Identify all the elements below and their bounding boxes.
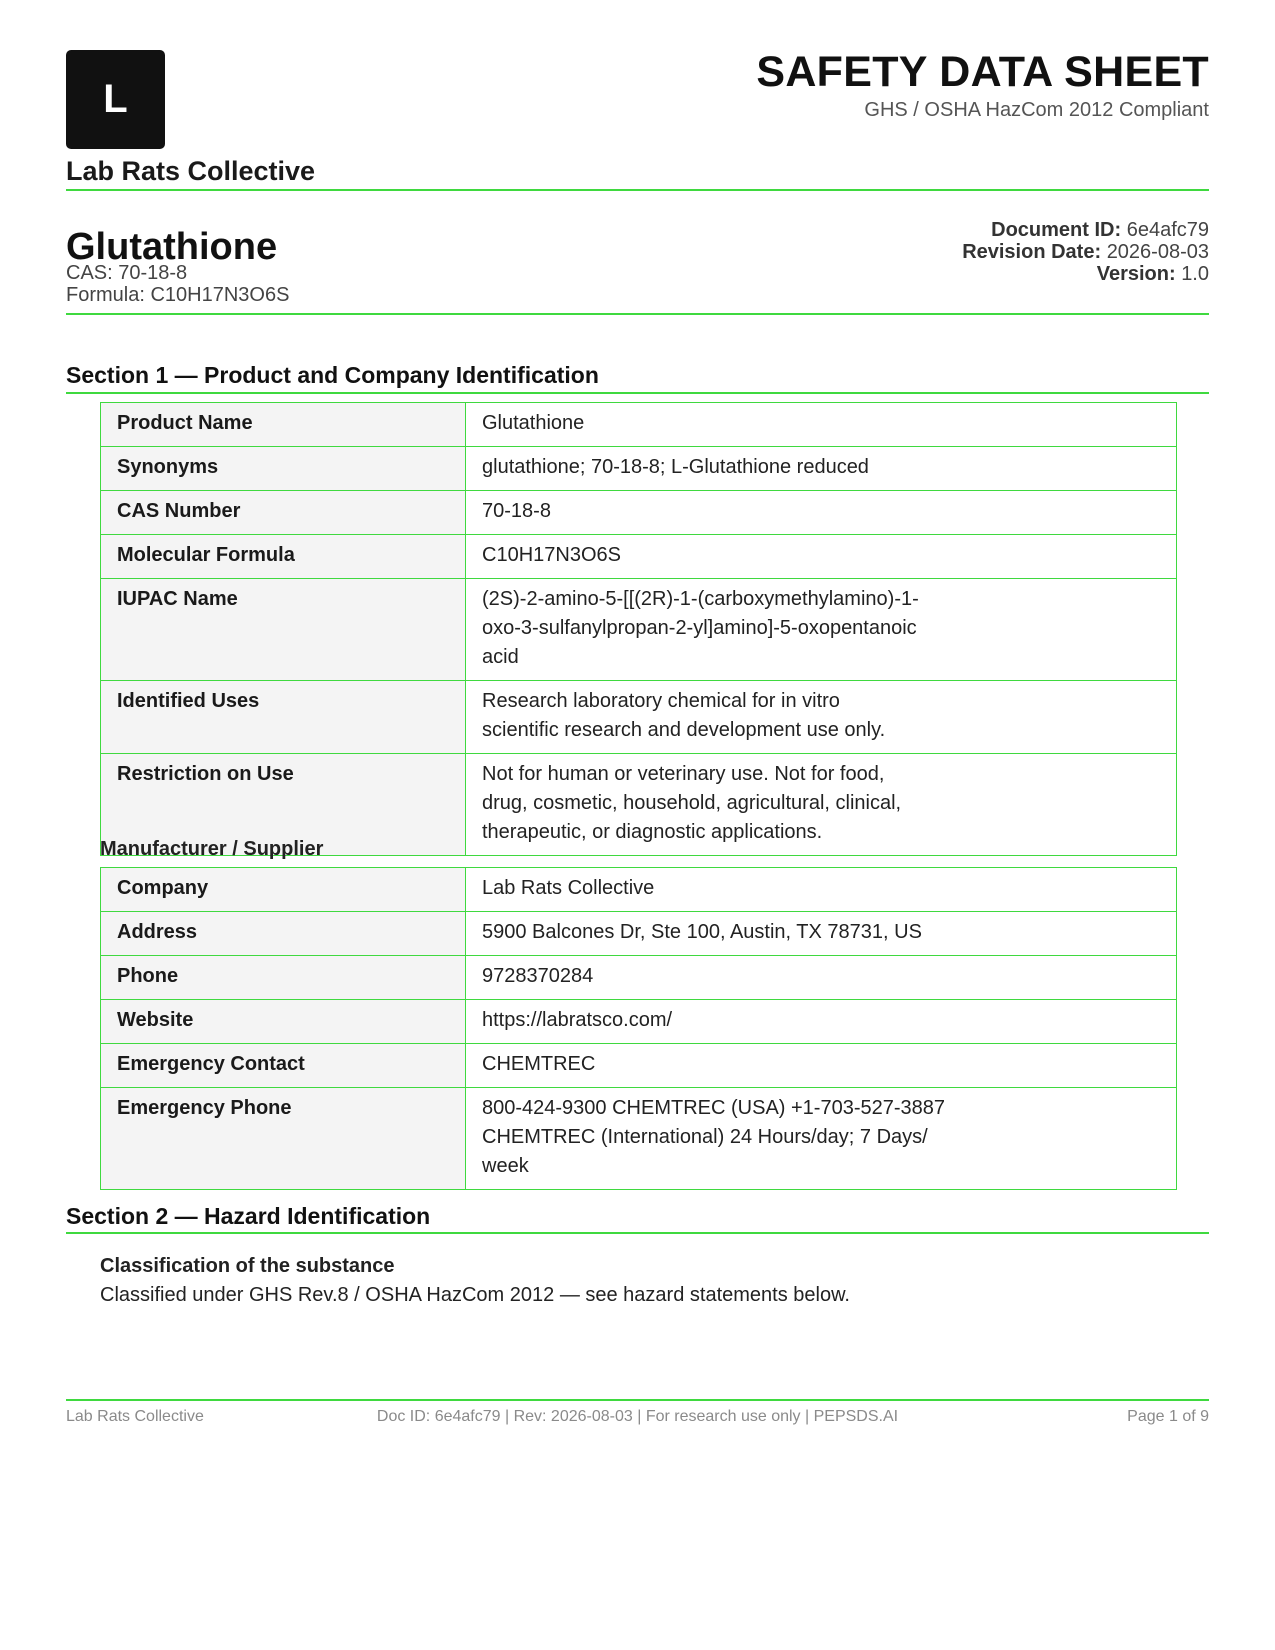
document-title: SAFETY DATA SHEET bbox=[756, 48, 1209, 96]
document-id bbox=[991, 219, 1209, 242]
table-row bbox=[101, 579, 1177, 681]
footer-page-number: Page 1 of 9 bbox=[1127, 1408, 1209, 1425]
identification-table bbox=[100, 402, 1177, 856]
table-row bbox=[101, 1088, 1177, 1190]
table-row bbox=[101, 403, 1177, 447]
section-1-divider bbox=[66, 392, 1209, 394]
field-label: IUPAC Name bbox=[101, 579, 466, 681]
footer-divider bbox=[66, 1399, 1209, 1401]
document-id-value: 6e4afc79 bbox=[1126, 219, 1209, 241]
table-row bbox=[101, 912, 1177, 956]
field-value: Research laboratory chemical for in vitro scientific research and development use only. bbox=[466, 681, 1177, 754]
logo-letter: L bbox=[103, 77, 128, 121]
version bbox=[1097, 263, 1209, 286]
revision-date-value: 2026-08-03 bbox=[1106, 241, 1209, 263]
field-value: CHEMTREC bbox=[466, 1044, 1177, 1088]
revision-date bbox=[962, 241, 1209, 264]
table-row bbox=[101, 1000, 1177, 1044]
product-formula: Formula: C10H17N3O6S bbox=[66, 284, 290, 306]
table-row bbox=[101, 1044, 1177, 1088]
table-row bbox=[101, 956, 1177, 1000]
field-value: https://labratsco.com/ bbox=[466, 1000, 1177, 1044]
footer-doc-info: Doc ID: 6e4afc79 | Rev: 2026-08-03 | For research use only | PEPSDS.AI bbox=[376, 1408, 899, 1425]
product-cas: CAS: 70-18-8 bbox=[66, 262, 188, 284]
revision-date-label: Revision Date: bbox=[962, 241, 1102, 263]
section-1-title: Section 1 — Product and Company Identification bbox=[66, 362, 599, 388]
company-name: Lab Rats Collective bbox=[66, 156, 316, 186]
supplier-table bbox=[100, 867, 1177, 1190]
document-subtitle: GHS / OSHA HazCom 2012 Compliant bbox=[864, 99, 1209, 121]
field-label: Company bbox=[101, 868, 466, 912]
field-label: CAS Number bbox=[101, 491, 466, 535]
classification-title: Classification of the substance bbox=[100, 1255, 395, 1277]
version-label: Version: bbox=[1096, 263, 1176, 285]
field-value: 800-424-9300 CHEMTREC (USA) +1-703-527-3887 CHEMTREC (International) 24 Hours/day; 7 Days/ week bbox=[466, 1088, 1177, 1190]
field-value: Lab Rats Collective bbox=[466, 868, 1177, 912]
field-label: Product Name bbox=[101, 403, 466, 447]
field-value: 70-18-8 bbox=[466, 491, 1177, 535]
supplier-title: Manufacturer / Supplier bbox=[100, 838, 324, 860]
field-value: C10H17N3O6S bbox=[466, 535, 1177, 579]
field-label: Phone bbox=[101, 956, 466, 1000]
product-divider bbox=[66, 313, 1209, 315]
sds-page bbox=[66, 0, 1209, 1650]
table-row bbox=[101, 868, 1177, 912]
field-value: Not for human or veterinary use. Not for food, drug, cosmetic, household, agricultural, clinical, therapeutic, or diagnostic applications. bbox=[466, 754, 1177, 856]
field-value: Glutathione bbox=[466, 403, 1177, 447]
section-2-title: Section 2 — Hazard Identification bbox=[66, 1203, 431, 1229]
field-label: Identified Uses bbox=[101, 681, 466, 754]
field-label: Emergency Contact bbox=[101, 1044, 466, 1088]
field-label: Restriction on Use bbox=[101, 754, 466, 856]
product-name: Glutathione bbox=[66, 226, 278, 268]
field-value: (2S)-2-amino-5-[[(2R)-1-(carboxymethylamino)-1- oxo-3-sulfanylpropan-2-yl]amino]-5-oxopentanoic acid bbox=[466, 579, 1177, 681]
field-label: Molecular Formula bbox=[101, 535, 466, 579]
footer-company: Lab Rats Collective bbox=[66, 1408, 204, 1425]
field-label: Synonyms bbox=[101, 447, 466, 491]
version-value: 1.0 bbox=[1181, 263, 1209, 285]
field-value: glutathione; 70-18-8; L-Glutathione reduced bbox=[466, 447, 1177, 491]
table-row bbox=[101, 535, 1177, 579]
section-2-divider bbox=[66, 1232, 1209, 1234]
table-row bbox=[101, 681, 1177, 754]
table-row bbox=[101, 491, 1177, 535]
classification-text: Classified under GHS Rev.8 / OSHA HazCom 2012 — see hazard statements below. bbox=[100, 1284, 850, 1306]
field-label: Website bbox=[101, 1000, 466, 1044]
company-logo bbox=[66, 50, 165, 149]
document-id-label: Document ID: bbox=[991, 219, 1122, 241]
field-label: Emergency Phone bbox=[101, 1088, 466, 1190]
header-divider bbox=[66, 189, 1209, 191]
table-row bbox=[101, 447, 1177, 491]
field-value: 5900 Balcones Dr, Ste 100, Austin, TX 78731, US bbox=[466, 912, 1177, 956]
field-value: 9728370284 bbox=[466, 956, 1177, 1000]
field-label: Address bbox=[101, 912, 466, 956]
